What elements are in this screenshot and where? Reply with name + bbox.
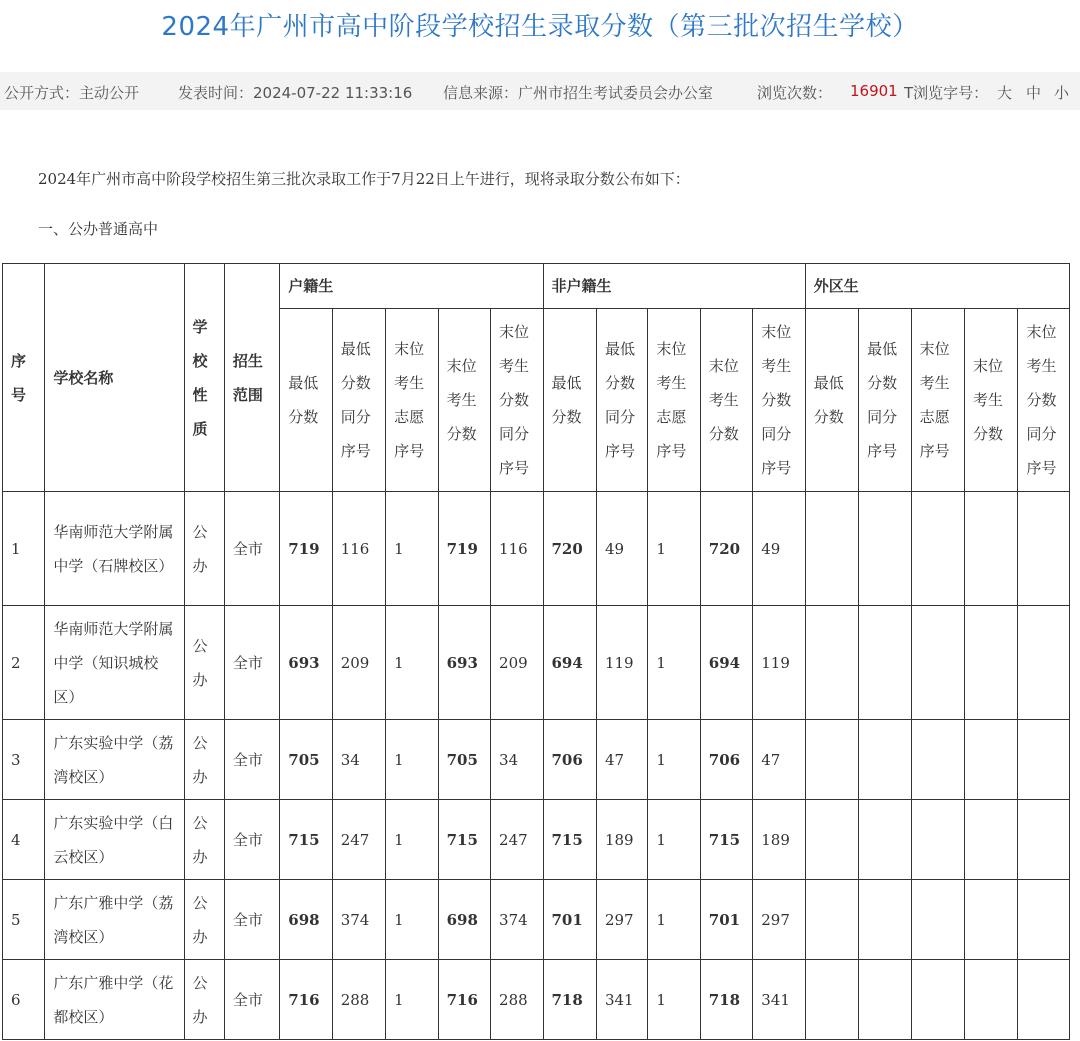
cell-local-last-score: 705	[438, 720, 490, 800]
cell-local-min-score: 698	[280, 880, 332, 960]
table-row	[3, 606, 1070, 720]
cell-school-name: 广东广雅中学（荔湾校区）	[45, 880, 184, 960]
cell-enroll-scope: 全市	[224, 880, 279, 960]
header-local-last-score: 末位考生分数	[438, 309, 490, 492]
cell-nonlocal-min-score: 720	[543, 492, 596, 606]
cell-school-nature: 公办	[184, 606, 224, 720]
cell-local-min-same-rank: 209	[332, 606, 385, 720]
cell-school-name: 华南师范大学附属中学（石牌校区）	[45, 492, 184, 606]
cell-school-nature: 公办	[184, 720, 224, 800]
cell-local-last-same-rank: 374	[491, 880, 543, 960]
cell-enroll-scope: 全市	[224, 720, 279, 800]
cell-nonlocal-min-score: 715	[543, 800, 596, 880]
cell-nonlocal-min-same-rank: 189	[596, 800, 647, 880]
cell-school-nature: 公办	[184, 800, 224, 880]
table-row	[3, 880, 1070, 960]
cell-school-nature: 公办	[184, 880, 224, 960]
cell-nonlocal-last-same-rank: 49	[753, 492, 805, 606]
cell-nonlocal-last-same-rank: 47	[753, 720, 805, 800]
cell-nonlocal-min-same-rank: 297	[596, 880, 647, 960]
cell-outside-last-choice	[911, 606, 964, 720]
cell-local-min-same-rank: 116	[332, 492, 385, 606]
cell-outside-last-score	[965, 800, 1018, 880]
header-group-nonlocal: 非户籍生	[543, 264, 805, 309]
cell-nonlocal-last-same-rank: 297	[753, 880, 805, 960]
table-row	[3, 720, 1070, 800]
cell-seq: 4	[3, 800, 45, 880]
font-medium-button[interactable]: 中	[1026, 84, 1042, 102]
cell-nonlocal-min-same-rank: 119	[596, 606, 647, 720]
header-local-min-score: 最低分数	[280, 309, 332, 492]
cell-nonlocal-min-score: 694	[543, 606, 596, 720]
cell-local-last-choice: 1	[386, 492, 438, 606]
cell-outside-last-same-rank	[1018, 492, 1070, 606]
cell-outside-last-choice	[911, 960, 964, 1040]
cell-school-nature: 公办	[184, 492, 224, 606]
cell-outside-last-same-rank	[1018, 880, 1070, 960]
cell-outside-last-same-rank	[1018, 606, 1070, 720]
cell-local-last-score: 693	[438, 606, 490, 720]
cell-nonlocal-last-choice: 1	[648, 960, 700, 1040]
publish-time: 发表时间：2024-07-22 11:33:16	[178, 84, 413, 102]
cell-outside-last-same-rank	[1018, 720, 1070, 800]
admission-score-table	[2, 263, 1070, 1040]
cell-local-min-score: 715	[280, 800, 332, 880]
cell-nonlocal-last-choice: 1	[648, 492, 700, 606]
cell-local-min-score: 716	[280, 960, 332, 1040]
cell-outside-min-score	[805, 720, 858, 800]
cell-outside-min-same-rank	[859, 606, 911, 720]
cell-enroll-scope: 全市	[224, 492, 279, 606]
cell-nonlocal-last-choice: 1	[648, 720, 700, 800]
cell-enroll-scope: 全市	[224, 960, 279, 1040]
cell-nonlocal-last-score: 694	[700, 606, 752, 720]
page-title: 2024年广州市高中阶段学校招生录取分数（第三批次招生学校）	[161, 12, 919, 42]
views-count: 16901	[850, 82, 898, 100]
header-outside-last-same-rank: 末位考生分数同分序号	[1018, 309, 1070, 492]
cell-school-name: 华南师范大学附属中学（知识城校区）	[45, 606, 184, 720]
cell-nonlocal-last-score: 706	[700, 720, 752, 800]
cell-nonlocal-last-same-rank: 341	[753, 960, 805, 1040]
cell-outside-min-same-rank	[859, 960, 911, 1040]
cell-school-name: 广东实验中学（白云校区）	[45, 800, 184, 880]
header-seq: 序号	[3, 264, 45, 492]
cell-outside-min-score	[805, 800, 858, 880]
cell-outside-min-same-rank	[859, 880, 911, 960]
article-meta-bar	[0, 72, 1080, 110]
cell-enroll-scope: 全市	[224, 800, 279, 880]
header-nonlocal-last-score: 末位考生分数	[700, 309, 752, 492]
cell-local-min-score: 719	[280, 492, 332, 606]
cell-outside-min-same-rank	[859, 720, 911, 800]
cell-outside-min-score	[805, 606, 858, 720]
cell-nonlocal-min-same-rank: 341	[596, 960, 647, 1040]
table-row	[3, 800, 1070, 880]
font-size-label: T浏览字号：	[904, 84, 989, 102]
cell-local-min-score: 693	[280, 606, 332, 720]
cell-seq: 2	[3, 606, 45, 720]
cell-nonlocal-last-score: 715	[700, 800, 752, 880]
cell-nonlocal-min-same-rank: 49	[596, 492, 647, 606]
intro-paragraph: 2024年广州市高中阶段学校招生第三批次录取工作于7月22日上午进行，现将录取分数公布如下：	[38, 170, 690, 188]
cell-local-last-score: 716	[438, 960, 490, 1040]
cell-school-nature: 公办	[184, 960, 224, 1040]
cell-nonlocal-min-same-rank: 47	[596, 720, 647, 800]
cell-outside-min-score	[805, 492, 858, 606]
cell-local-min-same-rank: 374	[332, 880, 385, 960]
header-outside-last-choice: 末位考生志愿序号	[911, 309, 964, 492]
cell-local-min-same-rank: 34	[332, 720, 385, 800]
cell-nonlocal-last-choice: 1	[648, 800, 700, 880]
header-nonlocal-min-score: 最低分数	[543, 309, 596, 492]
cell-seq: 6	[3, 960, 45, 1040]
cell-outside-min-same-rank	[859, 800, 911, 880]
cell-outside-last-score	[965, 880, 1018, 960]
header-school-name: 学校名称	[45, 264, 184, 492]
cell-nonlocal-last-score: 720	[700, 492, 752, 606]
header-local-min-same-rank: 最低分数同分序号	[332, 309, 385, 492]
cell-local-last-choice: 1	[386, 880, 438, 960]
cell-local-last-same-rank: 288	[491, 960, 543, 1040]
cell-nonlocal-last-choice: 1	[648, 606, 700, 720]
cell-nonlocal-last-choice: 1	[648, 880, 700, 960]
cell-outside-last-score	[965, 492, 1018, 606]
header-group-outside: 外区生	[805, 264, 1069, 309]
cell-local-last-same-rank: 34	[491, 720, 543, 800]
cell-school-name: 广东广雅中学（花都校区）	[45, 960, 184, 1040]
cell-local-last-score: 719	[438, 492, 490, 606]
header-nonlocal-min-same-rank: 最低分数同分序号	[596, 309, 647, 492]
cell-local-min-score: 705	[280, 720, 332, 800]
cell-nonlocal-last-same-rank: 119	[753, 606, 805, 720]
cell-nonlocal-min-score: 706	[543, 720, 596, 800]
info-source: 信息来源：广州市招生考试委员会办公室	[443, 84, 714, 102]
font-small-button[interactable]: 小	[1054, 84, 1070, 102]
cell-local-last-choice: 1	[386, 960, 438, 1040]
cell-outside-last-score	[965, 720, 1018, 800]
cell-local-last-same-rank: 247	[491, 800, 543, 880]
cell-nonlocal-min-score: 718	[543, 960, 596, 1040]
cell-seq: 5	[3, 880, 45, 960]
header-nonlocal-last-same-rank: 末位考生分数同分序号	[753, 309, 805, 492]
cell-nonlocal-last-score: 718	[700, 960, 752, 1040]
cell-school-name: 广东实验中学（荔湾校区）	[45, 720, 184, 800]
cell-outside-min-score	[805, 880, 858, 960]
cell-local-last-choice: 1	[386, 720, 438, 800]
cell-nonlocal-last-score: 701	[700, 880, 752, 960]
cell-enroll-scope: 全市	[224, 606, 279, 720]
cell-local-min-same-rank: 247	[332, 800, 385, 880]
cell-local-min-same-rank: 288	[332, 960, 385, 1040]
cell-outside-last-same-rank	[1018, 800, 1070, 880]
cell-outside-last-score	[965, 960, 1018, 1040]
cell-local-last-choice: 1	[386, 800, 438, 880]
header-outside-min-same-rank: 最低分数同分序号	[859, 309, 911, 492]
cell-outside-last-same-rank	[1018, 960, 1070, 1040]
header-local-last-same-rank: 末位考生分数同分序号	[491, 309, 543, 492]
cell-outside-last-choice	[911, 800, 964, 880]
table-row	[3, 960, 1070, 1040]
header-nonlocal-last-choice: 末位考生志愿序号	[648, 309, 700, 492]
cell-local-last-same-rank: 209	[491, 606, 543, 720]
header-group-local: 户籍生	[280, 264, 543, 309]
open-method: 公开方式：主动公开	[4, 84, 140, 102]
cell-nonlocal-min-score: 701	[543, 880, 596, 960]
cell-outside-last-choice	[911, 880, 964, 960]
cell-seq: 3	[3, 720, 45, 800]
cell-seq: 1	[3, 492, 45, 606]
cell-local-last-score: 698	[438, 880, 490, 960]
cell-local-last-same-rank: 116	[491, 492, 543, 606]
cell-nonlocal-last-same-rank: 189	[753, 800, 805, 880]
cell-local-last-score: 715	[438, 800, 490, 880]
table-row	[3, 492, 1070, 606]
header-local-last-choice: 末位考生志愿序号	[386, 309, 438, 492]
cell-outside-last-choice	[911, 492, 964, 606]
cell-outside-min-score	[805, 960, 858, 1040]
font-large-button[interactable]: 大	[997, 84, 1013, 102]
cell-outside-last-score	[965, 606, 1018, 720]
header-outside-last-score: 末位考生分数	[965, 309, 1018, 492]
header-outside-min-score: 最低分数	[805, 309, 858, 492]
cell-local-last-choice: 1	[386, 606, 438, 720]
cell-outside-min-same-rank	[859, 492, 911, 606]
views-label: 浏览次数：	[757, 84, 833, 102]
header-school-nature: 学校性质	[184, 264, 224, 492]
header-enroll-scope: 招生范围	[224, 264, 279, 492]
cell-outside-last-choice	[911, 720, 964, 800]
section-heading: 一、公办普通高中	[38, 220, 159, 238]
